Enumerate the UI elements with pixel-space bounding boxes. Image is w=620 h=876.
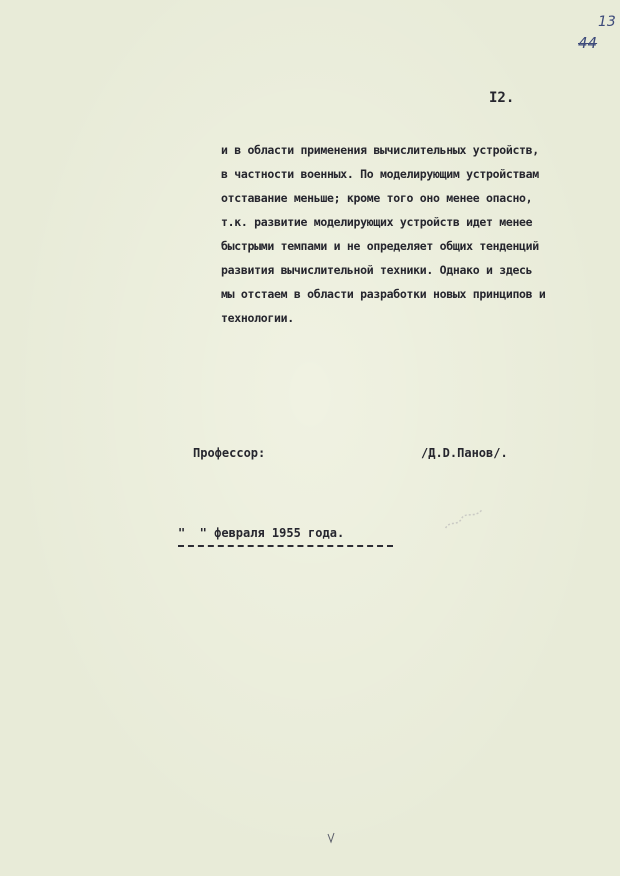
tick-mark (327, 832, 335, 844)
signature-name: /Д.D.Панов/. (421, 446, 508, 460)
body-line-3: отставание меньше; кроме того оно менее опасно, (221, 191, 533, 205)
body-line-4: т.к. развитие моделирующих устройств идет менее (221, 215, 533, 229)
body-paragraph (221, 138, 611, 330)
body-line-1: и в области применения вычислительных устройств, (221, 143, 539, 157)
handwritten-page-number-top: 13 (598, 14, 616, 30)
body-line-7: мы отстаем в области разработки новых принципов и (221, 287, 546, 301)
date-underline (178, 545, 393, 547)
page-number: I2. (489, 90, 515, 106)
body-line-8: технологии. (221, 311, 294, 325)
body-line-6: развития вычислительной техники. Однако и здесь (221, 263, 533, 277)
body-line-2: в частности военных. По моделирующим устройствам (221, 167, 539, 181)
faint-stamp-mark (441, 506, 488, 535)
body-line-5: быстрыми темпами и не определяет общих тенденций (221, 239, 539, 253)
date-line: " " февраля 1955 года. (178, 526, 345, 540)
handwritten-page-number-crossed: 44 (578, 34, 598, 52)
signature-role: Профессор: (193, 446, 266, 460)
